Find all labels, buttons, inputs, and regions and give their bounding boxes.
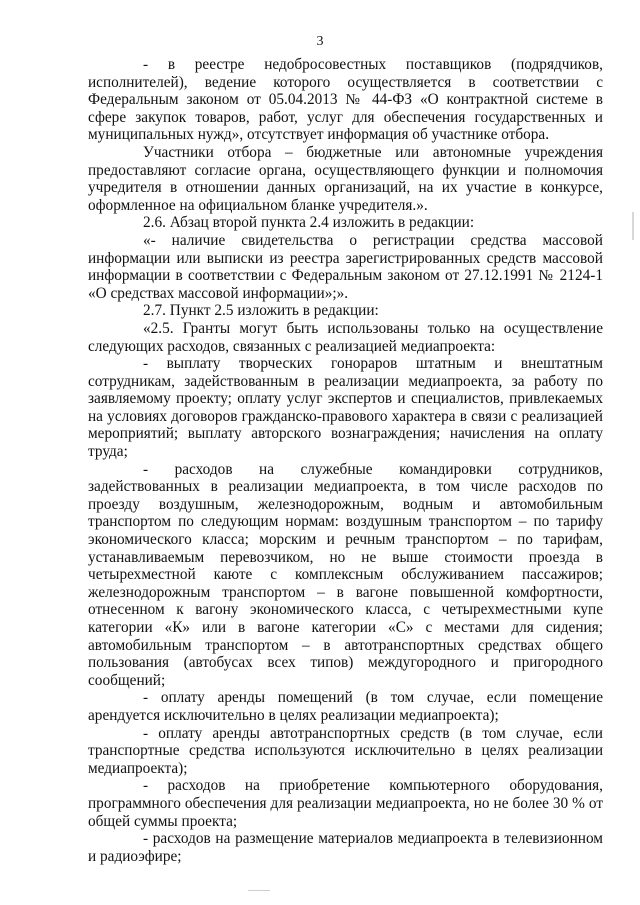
- scan-edge-mark: [632, 212, 634, 240]
- paragraph-unscrupulous-suppliers: - в реестре недобросовестных поставщиков (подрядчиков, исполнителей), ведение которого осуществляется в соответствии с Федеральным законом от 05.04.2013 № 44-ФЗ «О контрактной системе в сфере закупок товаров, работ, услуг для обеспечения государственных и муниципальных нужд», отсутствует информация об участнике отбора.: [88, 56, 603, 144]
- paragraph-broadcast-placement: - расходов на размещение материалов медиапроекта в телевизионном и радиоэфире;: [88, 830, 603, 865]
- paragraph-vehicle-rent: - оплату аренды автотранспортных средств (в том случае, если транспортные средства используются исключительно в целях реализации медиапроекта);: [88, 724, 603, 777]
- paragraph-premises-rent: - оплату аренды помещений (в том случае, если помещение арендуется исключительно в целях реализации медиапроекта);: [88, 689, 603, 724]
- paragraph-computer-equipment: - расходов на приобретение компьютерного оборудования, программного обеспечения для реализации медиапроекта, но не более 30 % от общей суммы проекта;: [88, 777, 603, 830]
- paragraph-fees: - выплату творческих гонораров штатным и внештатным сотрудникам, задействованным в реализации медиапроекта, за работу по заявляемому проекту; оплату услуг экспертов и специалистов, привлекаемых на условиях договоров гражданско-правового характера в связи с реализацией мероприятий; выплату авторского вознаграждения; начисления на оплату труда;: [88, 355, 603, 461]
- paragraph-item-2-7: 2.7. Пункт 2.5 изложить в редакции:: [143, 302, 379, 320]
- document-body: [88, 56, 603, 865]
- scan-bottom-mark: [248, 890, 270, 891]
- paragraph-budget-institutions: Участники отбора – бюджетные или автономные учреждения предоставляют согласие органа, осуществляющего функции и полномочия учредителя в отношении данных организаций, на их участие в конкурсе, оформленное на официальном бланке учредителя.».: [88, 143, 603, 214]
- paragraph-business-trips: - расходов на служебные командировки сотрудников, задействованных в реализации медиапроекта, в том числе расходов по проезду воздушным, железнодорожным, водным и автомобильным транспортом по следующим нормам: воздушным транспортом – по тарифу экономического класса; морским и речным транспортом – по тарифам, устанавливаемым перевозчиком, но не выше стоимости проезда в четырехместной каюте с комплексным обслуживанием пассажиров; железнодорожным транспортом – в вагоне повышенной комфортности, отнесенном к вагону экономического класса, с четырехместными купе категории «К» или в вагоне категории «С» с местами для сидения; автомобильным транспортом – в автотранспортных средствах общего пользования (автобусах всех типов) междугородного и пригородного сообщений;: [88, 460, 603, 689]
- paragraph-grants-usage: «2.5. Гранты могут быть использованы только на осуществление следующих расходов, связанных с реализацией медиапроекта:: [88, 319, 603, 355]
- page-number: 3: [316, 34, 324, 49]
- paragraph-mass-media-certificate: «- наличие свидетельства о регистрации средства массовой информации или выписки из реестра зарегистрированных средств массовой информации в соответствии с Федеральным законом от 27.12.1991 № 2124-1 «О средствах массовой информации»;».: [88, 231, 603, 302]
- paragraph-item-2-6: 2.6. Абзац второй пункта 2.4 изложить в редакции:: [143, 214, 475, 232]
